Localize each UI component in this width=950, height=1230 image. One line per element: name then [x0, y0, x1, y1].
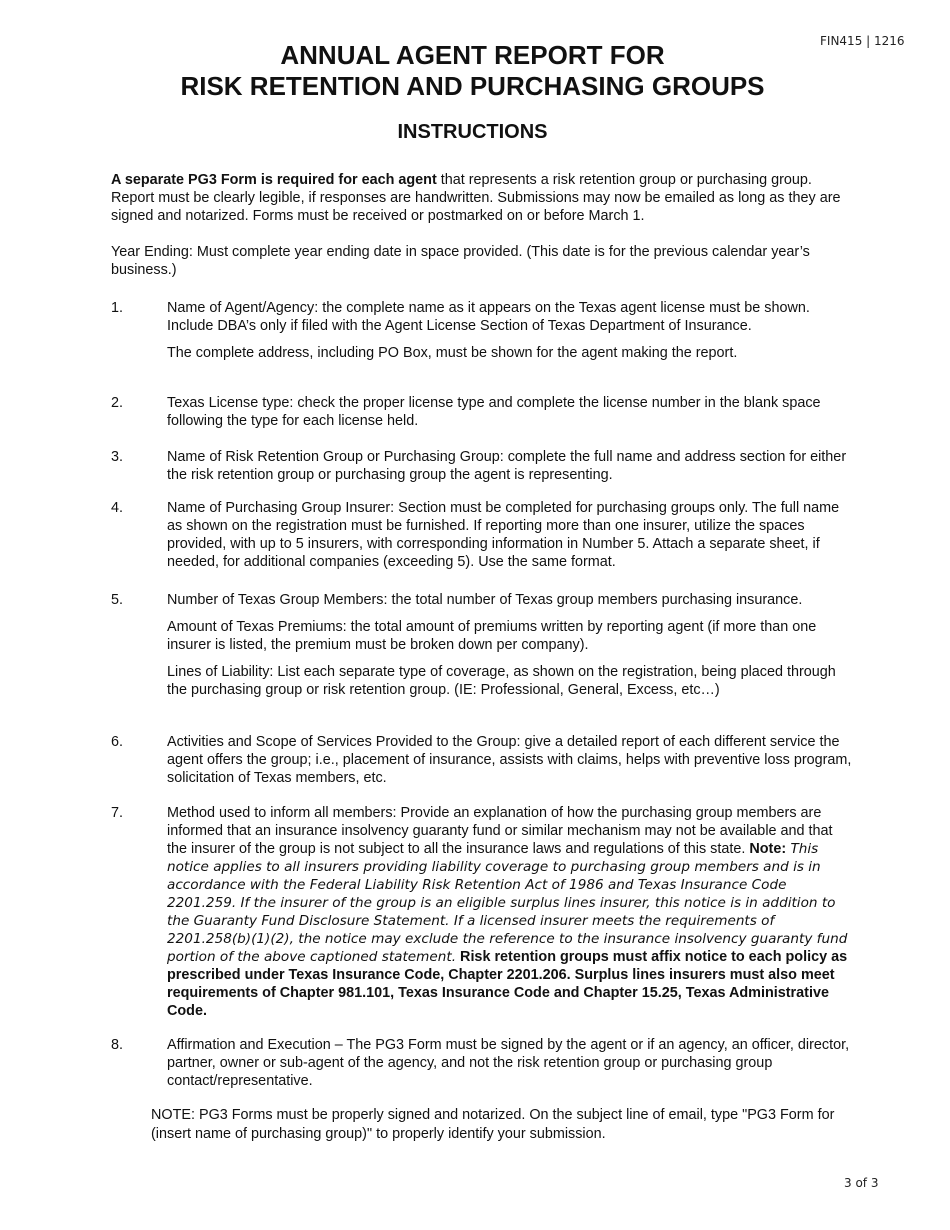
item-text: Lines of Liability: List each separate type of coverage, as shown on the registration, being placed through the purchasing group or risk retention group. (IE: Professional, General, Excess, etc…) — [167, 664, 836, 698]
item-number: 7. — [111, 805, 124, 821]
item-number: 5. — [111, 592, 124, 608]
item-number: 1. — [111, 300, 124, 316]
item-number: 6. — [111, 734, 124, 750]
item-text: Name of Purchasing Group Insurer: Section must be completed for purchasing groups only. The full name as shown on the registration must be furnished. If reporting more than one insurer, utilize the spaces provided, with up to 5 insurers, with corresponding information in Number 5. Attach a separate sheet, if needed, for additional companies (exceeding 5). Use the same format. — [167, 500, 840, 570]
item-number: 2. — [111, 395, 124, 411]
instruction-item-7 — [111, 804, 856, 1020]
instruction-item-5 — [111, 591, 856, 699]
final-note: NOTE: PG3 Forms must be properly signed and notarized. On the subject line of email, type "PG3 Form for (insert name of purchasing group)" to properly identify your submission. — [151, 1107, 835, 1142]
item-text — [167, 804, 856, 1020]
item-7-intro: Method used to inform all members: Provide an explanation of how the purchasing group members are informed that an insurance insolvency guaranty fund or similar mechanism may not be available and that the insurer of the group is not subject to all the insurance laws and regulations of this state. — [167, 805, 833, 857]
item-number: 8. — [111, 1037, 124, 1053]
item-text: Texas License type: check the proper license type and complete the license number in the blank space following the type for each license held. — [167, 395, 821, 429]
year-ending-paragraph: Year Ending: Must complete year ending date in space provided. (This date is for the previous calendar year’s business.) — [111, 244, 810, 278]
title-line-2: RISK RETENTION AND PURCHASING GROUPS — [180, 71, 765, 101]
item-text: Name of Agent/Agency: the complete name as it appears on the Texas agent license must be shown. Include DBA’s only if filed with the Agent License Section of Texas Department of Insurance. — [167, 300, 810, 334]
item-number: 4. — [111, 500, 124, 516]
intro-paragraph — [111, 171, 846, 225]
item-text: Name of Risk Retention Group or Purchasing Group: complete the full name and address section for either the risk retention group or purchasing group the agent is representing. — [167, 449, 847, 483]
instruction-item-1 — [111, 299, 856, 362]
form-code: FIN415 | 1216 — [820, 34, 905, 48]
instruction-item-4 — [111, 499, 856, 571]
item-text: Affirmation and Execution – The PG3 Form must be signed by the agent or if an agency, an officer, director, partner, owner or sub-agent of the agency, and not the risk retention group or purchasing group contact/representative. — [167, 1037, 850, 1089]
item-number: 3. — [111, 449, 124, 465]
instructions-heading: INSTRUCTIONS — [397, 121, 548, 143]
item-text: Activities and Scope of Services Provided to the Group: give a detailed report of each different service the agent offers the group; i.e., placement of insurance, assists with claims, helps with preventive loss program, solicitation of Texas members, etc. — [167, 734, 852, 786]
item-text: Amount of Texas Premiums: the total amount of premiums written by reporting agent (if more than one insurer is listed, the premium must be broken down per company). — [167, 619, 817, 653]
instruction-item-6 — [111, 733, 856, 787]
page-title — [0, 40, 945, 102]
item-text: Number of Texas Group Members: the total number of Texas group members purchasing insurance. — [167, 592, 803, 608]
instruction-item-8 — [111, 1036, 856, 1090]
title-line-1: ANNUAL AGENT REPORT FOR — [280, 40, 665, 70]
risk-retention-bold-text: Risk retention groups must affix notice to each policy as prescribed under Texas Insurance Code, Chapter 2201.206. Surplus lines insurers must also meet requirements of Chapter 981.101, Texas Insurance Code and Chapter 15.25, Texas Administrative Code. — [167, 949, 848, 1019]
item-text: The complete address, including PO Box, must be shown for the agent making the report. — [167, 345, 738, 361]
page-number: 3 of 3 — [844, 1176, 879, 1190]
note-italic-text: This notice applies to all insurers providing liability coverage to purchasing group members and is in accordance with the Federal Liability Risk Retention Act of 1986 and Texas Insurance Code 2201.259. If the insurer of the group is an eligible surplus lines insurer, this notice is in addition to the Guaranty Fund Disclosure Statement. If a licensed insurer meets the requirements of 2201.258(b)(1)(2), the notice may exclude the reference to the insurance insolvency guaranty fund portion of the above captioned statement. — [167, 841, 848, 965]
note-label: Note: — [749, 841, 787, 857]
instruction-item-3 — [111, 448, 856, 484]
intro-bold-lead: A separate PG3 Form is required for each agent — [111, 172, 437, 188]
intro-text: that represents a risk retention group or purchasing group. Report must be clearly legible, if responses are handwritten. Submissions may now be emailed as long as they are signed and notarized. Forms must be received or postmarked on or before March 1. — [111, 172, 841, 224]
instruction-item-2 — [111, 394, 856, 430]
